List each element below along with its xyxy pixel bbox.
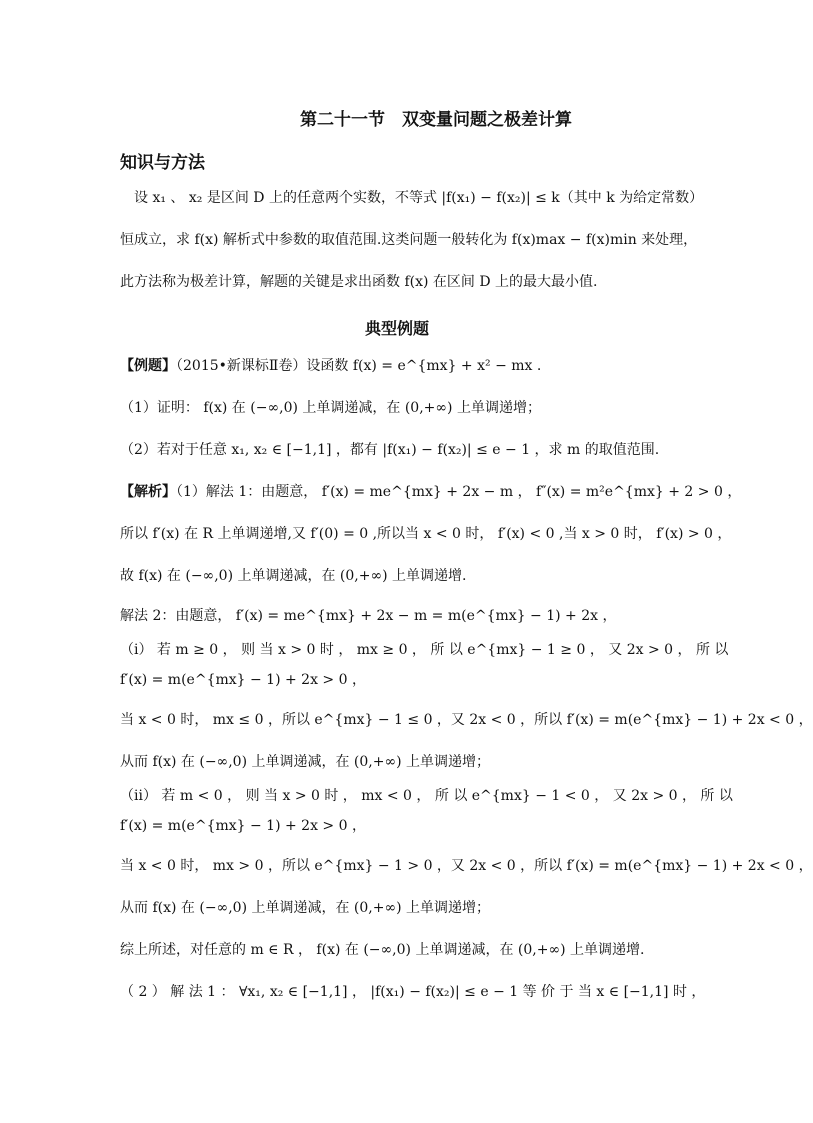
example-question-1: （1）证明： f(x) 在 (−∞,0) 上单调递减，在 (0,+∞) 上单调递增； bbox=[120, 400, 541, 416]
knowledge-line-1: 设 x₁ 、 x₂ 是区间 D 上的任意两个实数，不等式 |f(x₁) − f(x₂)| ≤ k（其中 k 为给定常数） bbox=[120, 190, 704, 206]
page-title: 第二十一节 双变量问题之极差计算 bbox=[300, 110, 572, 130]
example-line bbox=[120, 356, 680, 376]
section-heading-knowledge: 知识与方法 bbox=[120, 153, 205, 173]
knowledge-line-3: 此方法称为极差计算，解题的关键是求出函数 f(x) 在区间 D 上的最大最小值. bbox=[120, 274, 598, 290]
solution-line-2: 所以 f′(x) 在 R 上单调递增,又 f′(0) = 0 ,所以当 x < 0 时， f′(x) < 0 ,当 x > 0 时， f′(x) > 0 ， bbox=[120, 526, 732, 542]
example-question-2: （2）若对于任意 x₁, x₂ ∈ [−1,1] ，都有 |f(x₁) − f(x₂)| ≤ e − 1 ，求 m 的取值范围. bbox=[120, 442, 660, 458]
solution-line-8: 从而 f(x) 在 (−∞,0) 上单调递减，在 (0,+∞) 上单调递增； bbox=[120, 754, 491, 770]
solution-line-9: （ⅱ） 若 m < 0 ， 则 当 x > 0 时 ， mx < 0 ， 所 以 e^{mx} − 1 < 0 ， 又 2x > 0 ， 所 以 bbox=[120, 788, 733, 804]
solution-line-7: 当 x < 0 时， mx ≤ 0 ，所以 e^{mx} − 1 ≤ 0 ，又 2x < 0 ，所以 f′(x) = m(e^{mx} − 1) + 2x < 0 ， bbox=[120, 712, 813, 728]
solution-tag: 【解析】 bbox=[120, 484, 176, 500]
section-heading-examples: 典型例题 bbox=[364, 319, 429, 338]
solution-line-3: 故 f(x) 在 (−∞,0) 上单调递减，在 (0,+∞) 上单调递增. bbox=[120, 568, 467, 584]
solution-line-13: 综上所述，对任意的 m ∈ R ， f(x) 在 (−∞,0) 上单调递减，在 (0,+∞) 上单调递增. bbox=[120, 942, 645, 958]
solution-text-1: （1）解法 1：由题意， f′(x) = me^{mx} + 2x − m ， f″(x) = m²e^{mx} + 2 > 0 ， bbox=[176, 484, 742, 500]
solution-line-10: f′(x) = m(e^{mx} − 1) + 2x > 0 ， bbox=[120, 818, 366, 834]
solution-line-5: （ⅰ） 若 m ≥ 0 ， 则 当 x > 0 时 ， mx ≥ 0 ， 所 以 e^{mx} − 1 ≥ 0 ， 又 2x > 0 ， 所 以 bbox=[120, 642, 729, 658]
solution-line-12: 从而 f(x) 在 (−∞,0) 上单调递减，在 (0,+∞) 上单调递增； bbox=[120, 900, 491, 916]
solution-line-1 bbox=[120, 482, 742, 502]
solution-line-11: 当 x < 0 时， mx > 0 ，所以 e^{mx} − 1 > 0 ，又 2x < 0 ，所以 f′(x) = m(e^{mx} − 1) + 2x < 0 ， bbox=[120, 858, 813, 874]
knowledge-line-2: 恒成立，求 f(x) 解析式中参数的取值范围.这类问题一般转化为 f(x)max − f(x)min 来处理， bbox=[120, 232, 698, 248]
example-tag: 【例题】 bbox=[120, 358, 176, 374]
solution-line-4: 解法 2：由题意， f′(x) = me^{mx} + 2x − m = m(e^{mx} − 1) + 2x ， bbox=[120, 608, 617, 624]
solution-line-6: f′(x) = m(e^{mx} − 1) + 2x > 0 ， bbox=[120, 672, 366, 688]
example-text: （2015•新课标Ⅱ卷）设函数 f(x) = e^{mx} + x² − mx . bbox=[176, 358, 542, 374]
solution-line-14: （ 2 ） 解 法 1 ： ∀x₁, x₂ ∈ [−1,1] ， |f(x₁) − f(x₂)| ≤ e − 1 等 价 于 当 x ∈ [−1,1] 时 ， bbox=[120, 984, 706, 1000]
